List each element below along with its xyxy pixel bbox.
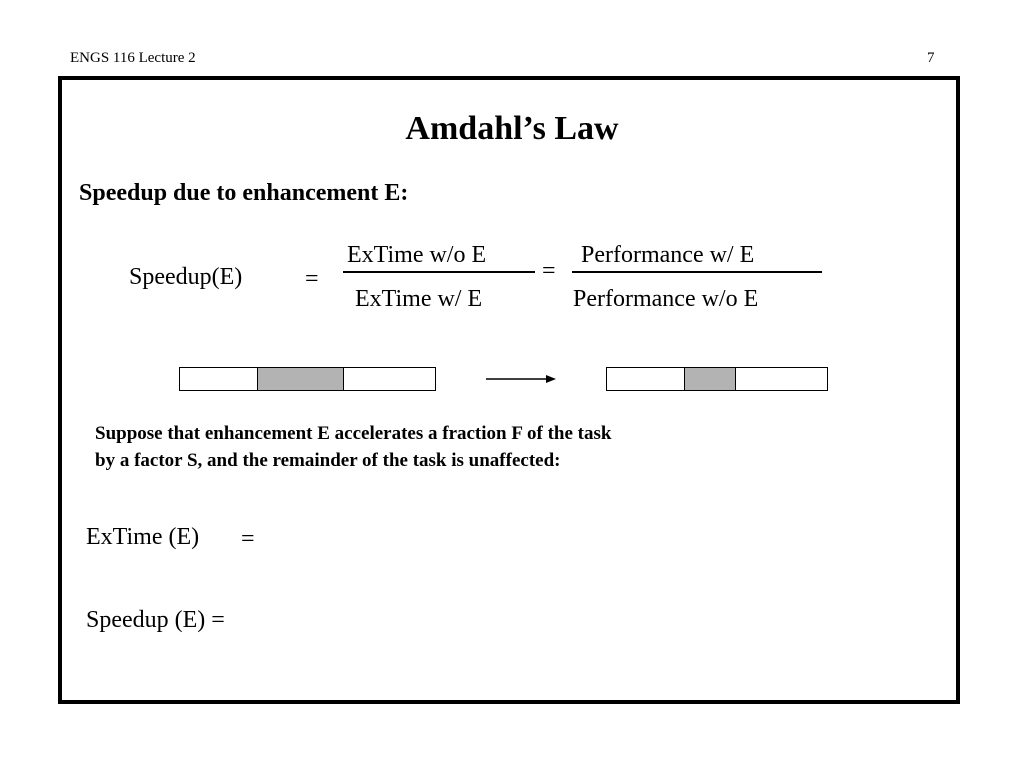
fraction1-numerator: ExTime w/o E <box>347 242 487 268</box>
page-number: 7 <box>927 50 935 66</box>
fraction2-bar <box>572 271 822 273</box>
fraction1-denominator: ExTime w/ E <box>355 286 483 312</box>
description-line-1: Suppose that enhancement E accelerates a fraction F of the task <box>95 423 612 444</box>
right-arrow-icon <box>484 372 558 386</box>
speedup-line: Speedup (E) = <box>86 607 225 633</box>
equation-lhs: Speedup(E) <box>129 264 243 290</box>
unaffected-segment-left <box>180 368 257 390</box>
fraction1-bar <box>343 271 535 273</box>
enhanced-time-bar <box>606 367 828 391</box>
extime-label: ExTime (E) <box>86 524 200 550</box>
slide-title: Amdahl’s Law <box>405 110 619 147</box>
fraction2-denominator: Performance w/o E <box>573 286 759 312</box>
unaffected-segment-right <box>735 368 827 390</box>
unaffected-segment-right <box>343 368 435 390</box>
equation-equals-2: = <box>542 258 556 284</box>
fraction2-numerator: Performance w/ E <box>581 242 755 268</box>
enhanced-segment <box>257 368 343 390</box>
description-line-2: by a factor S, and the remainder of the task is unaffected: <box>95 450 561 471</box>
unaffected-segment-left <box>607 368 684 390</box>
course-header: ENGS 116 Lecture 2 <box>70 50 196 66</box>
extime-equals: = <box>241 526 255 552</box>
subheading: Speedup due to enhancement E: <box>79 180 409 206</box>
enhanced-segment <box>684 368 735 390</box>
equation-equals-1: = <box>305 266 319 292</box>
description-paragraph <box>95 420 611 474</box>
original-time-bar <box>179 367 436 391</box>
